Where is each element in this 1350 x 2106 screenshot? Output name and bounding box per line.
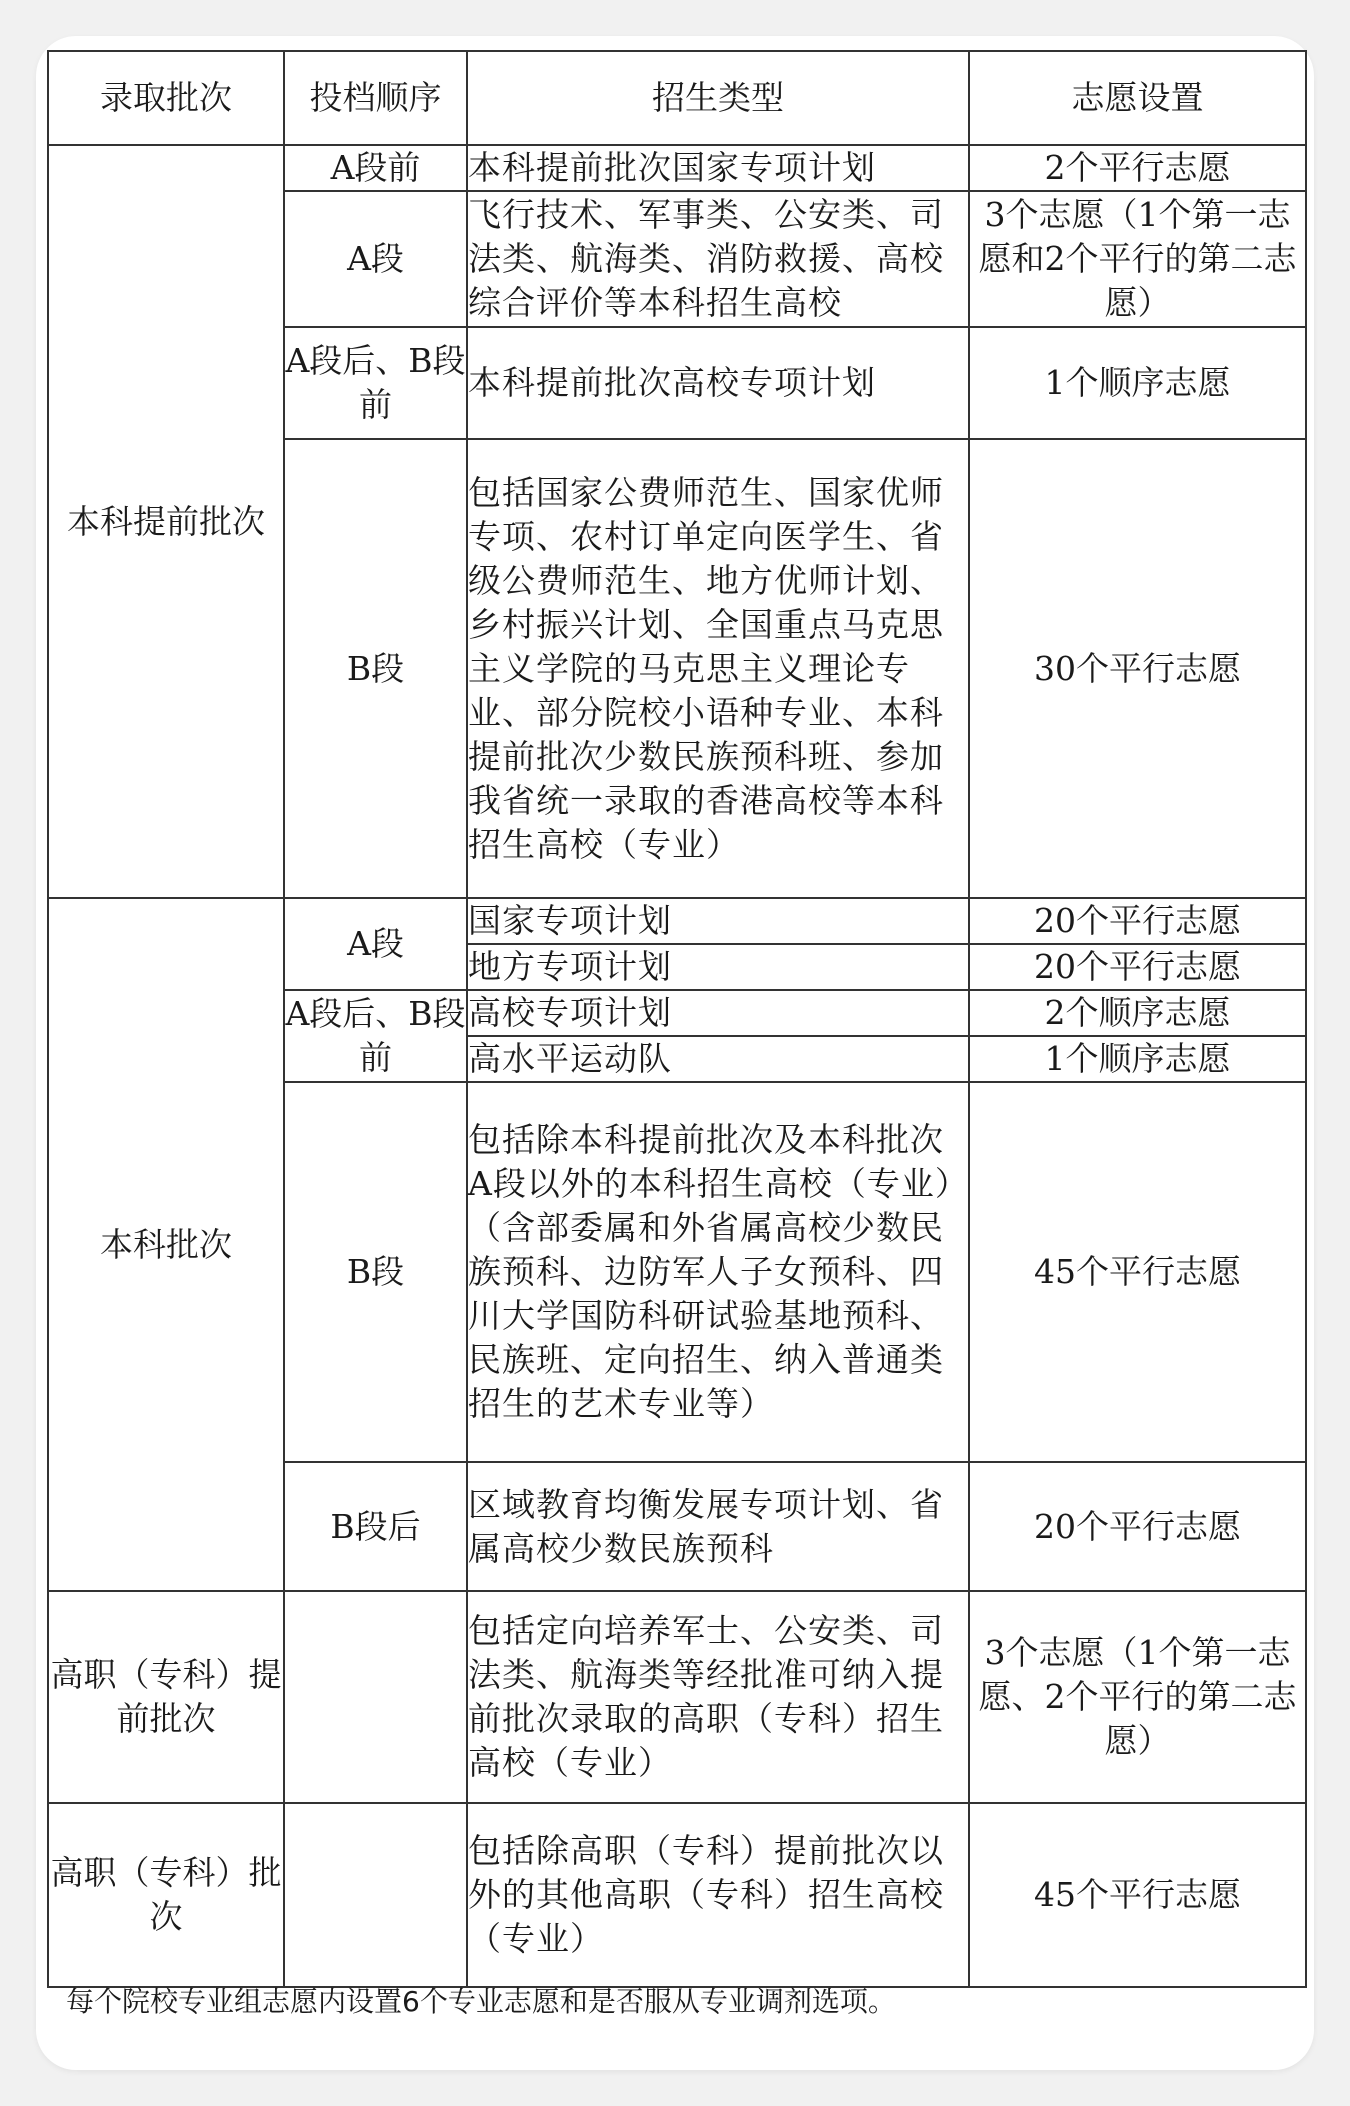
- setting-cell: 20个平行志愿: [969, 898, 1306, 944]
- footnote: 每个院校专业组志愿内设置6个专业志愿和是否服从专业调剂选项。: [66, 1985, 896, 2018]
- setting-cell: 45个平行志愿: [969, 1082, 1306, 1462]
- setting-cell: 30个平行志愿: [969, 439, 1306, 898]
- header-type: 招生类型: [467, 51, 969, 145]
- setting-cell: 45个平行志愿: [969, 1803, 1306, 1987]
- table-row: [48, 1803, 1306, 1987]
- document-card: [36, 36, 1314, 2070]
- type-cell: 高校专项计划: [467, 990, 969, 1036]
- order-cell: A段: [284, 191, 467, 327]
- order-cell: A段: [284, 898, 467, 990]
- header-setting: 志愿设置: [969, 51, 1306, 145]
- table-row: [48, 145, 1306, 191]
- setting-cell: 3个志愿（1个第一志愿和2个平行的第二志愿）: [969, 191, 1306, 327]
- setting-cell: 20个平行志愿: [969, 1462, 1306, 1591]
- order-cell: B段: [284, 439, 467, 898]
- order-cell: A段后、B段前: [284, 990, 467, 1082]
- type-cell: 包括除本科提前批次及本科批次A段以外的本科招生高校（专业）（含部委属和外省属高校少数民族预科、边防军人子女预科、四川大学国防科研试验基地预科、民族班、定向招生、纳入普通类招生的艺术专业等）: [467, 1082, 969, 1462]
- admission-table: [47, 50, 1307, 1988]
- setting-cell: 1个顺序志愿: [969, 1036, 1306, 1082]
- setting-cell: 2个平行志愿: [969, 145, 1306, 191]
- setting-cell: 1个顺序志愿: [969, 327, 1306, 439]
- header-order: 投档顺序: [284, 51, 467, 145]
- header-row: [48, 51, 1306, 145]
- setting-cell: 3个志愿（1个第一志愿、2个平行的第二志愿）: [969, 1591, 1306, 1803]
- order-cell: B段后: [284, 1462, 467, 1591]
- order-cell: A段前: [284, 145, 467, 191]
- order-cell: [284, 1803, 467, 1987]
- batch-cell: 本科批次: [48, 898, 284, 1591]
- setting-cell: 2个顺序志愿: [969, 990, 1306, 1036]
- table-row: [48, 1591, 1306, 1803]
- order-cell: [284, 1591, 467, 1803]
- setting-cell: 20个平行志愿: [969, 944, 1306, 990]
- type-cell: 包括国家公费师范生、国家优师专项、农村订单定向医学生、省级公费师范生、地方优师计划、乡村振兴计划、全国重点马克思主义学院的马克思主义理论专业、部分院校小语种专业、本科提前批次少数民族预科班、参加我省统一录取的香港高校等本科招生高校（专业）: [467, 439, 969, 898]
- type-cell: 国家专项计划: [467, 898, 969, 944]
- type-cell: 包括除高职（专科）提前批次以外的其他高职（专科）招生高校（专业）: [467, 1803, 969, 1987]
- table-row: [48, 898, 1306, 944]
- batch-cell: 高职（专科）批次: [48, 1803, 284, 1987]
- type-cell: 包括定向培养军士、公安类、司法类、航海类等经批准可纳入提前批次录取的高职（专科）招生高校（专业）: [467, 1591, 969, 1803]
- order-cell: A段后、B段前: [284, 327, 467, 439]
- batch-cell: 本科提前批次: [48, 145, 284, 898]
- type-cell: 飞行技术、军事类、公安类、司法类、航海类、消防救援、高校综合评价等本科招生高校: [467, 191, 969, 327]
- type-cell: 高水平运动队: [467, 1036, 969, 1082]
- header-batch: 录取批次: [48, 51, 284, 145]
- order-cell: B段: [284, 1082, 467, 1462]
- batch-cell: 高职（专科）提前批次: [48, 1591, 284, 1803]
- type-cell: 本科提前批次高校专项计划: [467, 327, 969, 439]
- type-cell: 地方专项计划: [467, 944, 969, 990]
- type-cell: 本科提前批次国家专项计划: [467, 145, 969, 191]
- type-cell: 区域教育均衡发展专项计划、省属高校少数民族预科: [467, 1462, 969, 1591]
